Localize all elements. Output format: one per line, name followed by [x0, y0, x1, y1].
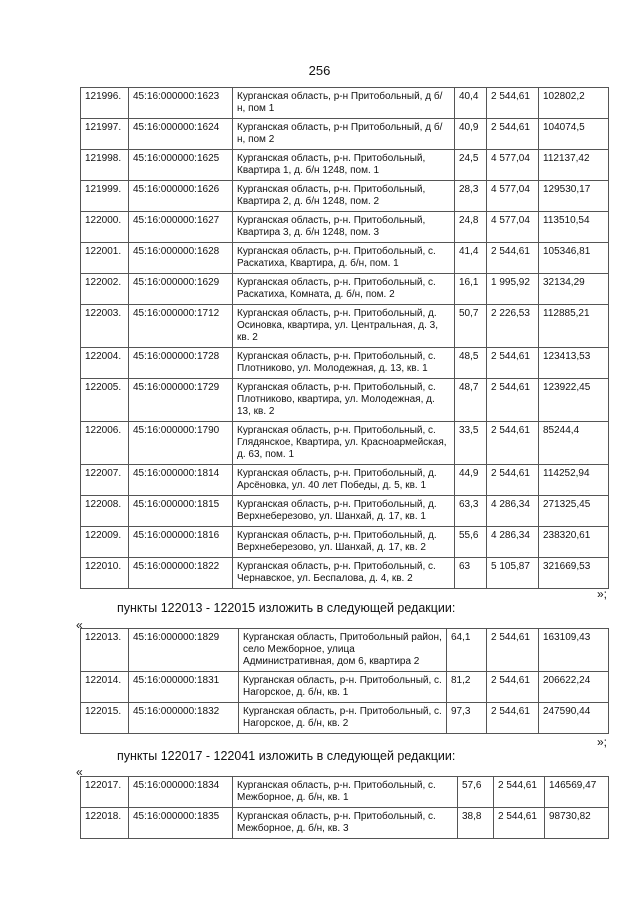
cadastral-value-cell: 123413,53 — [539, 348, 609, 379]
area-cell: 55,6 — [455, 527, 487, 558]
table-row — [81, 150, 609, 181]
cadastral-value-cell: 105346,81 — [539, 243, 609, 274]
address-cell: Курганская область, р-н. Притобольный, д. Верхнеберезово, ул. Шанхай, д. 17, кв. 1 — [233, 496, 455, 527]
row-number-cell: 121997. — [81, 119, 129, 150]
rate-cell: 5 105,87 — [487, 558, 539, 589]
table-row — [81, 119, 609, 150]
row-number-cell: 122017. — [81, 777, 129, 808]
table-row — [81, 777, 609, 808]
cadastral-value-cell: 32134,29 — [539, 274, 609, 305]
opening-quote: « — [76, 618, 83, 632]
cadastral-value-cell: 113510,54 — [539, 212, 609, 243]
area-cell: 63 — [455, 558, 487, 589]
area-cell: 38,8 — [458, 808, 494, 839]
rate-cell: 4 577,04 — [487, 212, 539, 243]
row-number-cell: 122008. — [81, 496, 129, 527]
row-number-cell: 122002. — [81, 274, 129, 305]
cadastral-number-cell: 45:16:000000:1625 — [129, 150, 233, 181]
row-number-cell: 122014. — [81, 672, 129, 703]
area-cell: 48,7 — [455, 379, 487, 422]
cadastral-value-cell: 271325,45 — [539, 496, 609, 527]
area-cell: 40,4 — [455, 88, 487, 119]
cadastral-number-cell: 45:16:000000:1814 — [129, 465, 233, 496]
cadastral-value-cell: 321669,53 — [539, 558, 609, 589]
cadastral-value-cell: 112885,21 — [539, 305, 609, 348]
row-number-cell: 122007. — [81, 465, 129, 496]
cadastral-value-cell: 163109,43 — [539, 629, 609, 672]
cadastral-number-cell: 45:16:000000:1834 — [129, 777, 233, 808]
address-cell: Курганская область, Притобольный район, село Межборное, улица Административная, дом 6, квартира 2 — [239, 629, 447, 672]
row-number-cell: 122009. — [81, 527, 129, 558]
rate-cell: 4 577,04 — [487, 181, 539, 212]
row-number-cell: 121999. — [81, 181, 129, 212]
area-cell: 50,7 — [455, 305, 487, 348]
cadastral-number-cell: 45:16:000000:1835 — [129, 808, 233, 839]
closing-quote: »; — [596, 735, 607, 749]
address-cell: Курганская область, р-н. Притобольный, д. Верхнеберезово, ул. Шанхай, д. 17, кв. 2 — [233, 527, 455, 558]
table-row — [81, 348, 609, 379]
address-cell: Курганская область, р-н. Притобольный, с. Раскатиха, Комната, д. б/н, пом. 2 — [233, 274, 455, 305]
amendment-instruction: пункты 122013 - 122015 изложить в следующей редакции: — [117, 601, 456, 615]
cadastral-value-cell: 114252,94 — [539, 465, 609, 496]
area-cell: 81,2 — [447, 672, 487, 703]
cadastral-value-cell: 238320,61 — [539, 527, 609, 558]
closing-quote: »; — [596, 587, 607, 601]
cadastral-value-cell: 104074,5 — [539, 119, 609, 150]
cadastral-number-cell: 45:16:000000:1831 — [129, 672, 239, 703]
cadastral-number-cell: 45:16:000000:1629 — [129, 274, 233, 305]
table-row — [81, 243, 609, 274]
row-number-cell: 122003. — [81, 305, 129, 348]
row-number-cell: 122005. — [81, 379, 129, 422]
address-cell: Курганская область, р-н. Притобольный, с. Глядянское, Квартира, ул. Красноармейская, д. 63, пом. 1 — [233, 422, 455, 465]
rate-cell: 2 544,61 — [487, 379, 539, 422]
area-cell: 57,6 — [458, 777, 494, 808]
area-cell: 41,4 — [455, 243, 487, 274]
rate-cell: 4 577,04 — [487, 150, 539, 181]
cadastral-number-cell: 45:16:000000:1790 — [129, 422, 233, 465]
table-row — [81, 672, 609, 703]
area-cell: 24,8 — [455, 212, 487, 243]
cadastral-value-cell: 85244,4 — [539, 422, 609, 465]
area-cell: 24,5 — [455, 150, 487, 181]
cadastral-number-cell: 45:16:000000:1832 — [129, 703, 239, 734]
area-cell: 64,1 — [447, 629, 487, 672]
row-number-cell: 121996. — [81, 88, 129, 119]
address-cell: Курганская область, р-н Притобольный, д б/н, пом 1 — [233, 88, 455, 119]
address-cell: Курганская область, р-н. Притобольный, Квартира 2, д. б/н 1248, пом. 2 — [233, 181, 455, 212]
row-number-cell: 122006. — [81, 422, 129, 465]
address-cell: Курганская область, р-н Притобольный, д б/н, пом 2 — [233, 119, 455, 150]
table-row — [81, 465, 609, 496]
area-cell: 97,3 — [447, 703, 487, 734]
cadastral-number-cell: 45:16:000000:1729 — [129, 379, 233, 422]
area-cell: 33,5 — [455, 422, 487, 465]
address-cell: Курганская область, р-н. Притобольный, д. Осиновка, квартира, ул. Центральная, д. 3, кв. 2 — [233, 305, 455, 348]
cadastral-value-cell: 98730,82 — [545, 808, 609, 839]
rate-cell: 4 286,34 — [487, 527, 539, 558]
address-cell: Курганская область, р-н. Притобольный, с. Нагорское, д. б/н, кв. 2 — [239, 703, 447, 734]
table-row — [81, 703, 609, 734]
rate-cell: 2 544,61 — [487, 629, 539, 672]
cadastral-value-cell: 129530,17 — [539, 181, 609, 212]
row-number-cell: 122013. — [81, 629, 129, 672]
cadastral-value-cell: 206622,24 — [539, 672, 609, 703]
address-cell: Курганская область, р-н. Притобольный, с. Чернавское, ул. Беспалова, д. 4, кв. 2 — [233, 558, 455, 589]
address-cell: Курганская область, р-н. Притобольный, с. Плотниково, ул. Молодежная, д. 13, кв. 1 — [233, 348, 455, 379]
table-row — [81, 274, 609, 305]
cadastral-number-cell: 45:16:000000:1627 — [129, 212, 233, 243]
cadastral-value-cell: 146569,47 — [545, 777, 609, 808]
amendment-instruction: пункты 122017 - 122041 изложить в следующей редакции: — [117, 749, 456, 763]
address-cell: Курганская область, р-н. Притобольный, Квартира 3, д. б/н 1248, пом. 3 — [233, 212, 455, 243]
address-cell: Курганская область, р-н. Притобольный, Квартира 1, д. б/н 1248, пом. 1 — [233, 150, 455, 181]
address-cell: Курганская область, р-н. Притобольный, с. Межборное, д. б/н, кв. 3 — [233, 808, 458, 839]
table-row — [81, 212, 609, 243]
area-cell: 63,3 — [455, 496, 487, 527]
address-cell: Курганская область, р-н. Притобольный, с. Нагорское, д. б/н, кв. 1 — [239, 672, 447, 703]
address-cell: Курганская область, р-н. Притобольный, с. Раскатиха, Квартира, д. б/н, пом. 1 — [233, 243, 455, 274]
cadastral-number-cell: 45:16:000000:1815 — [129, 496, 233, 527]
cadastral-number-cell: 45:16:000000:1628 — [129, 243, 233, 274]
rate-cell: 1 995,92 — [487, 274, 539, 305]
table-row — [81, 88, 609, 119]
area-cell: 16,1 — [455, 274, 487, 305]
cadastral-number-cell: 45:16:000000:1626 — [129, 181, 233, 212]
address-cell: Курганская область, р-н. Притобольный, с. Плотниково, квартира, ул. Молодежная, д. 13, кв. 2 — [233, 379, 455, 422]
rate-cell: 2 544,61 — [487, 672, 539, 703]
area-cell: 44,9 — [455, 465, 487, 496]
cadastral-number-cell: 45:16:000000:1822 — [129, 558, 233, 589]
address-cell: Курганская область, р-н. Притобольный, д. Арсёновка, ул. 40 лет Победы, д. 5, кв. 1 — [233, 465, 455, 496]
row-number-cell: 121998. — [81, 150, 129, 181]
rate-cell: 2 544,61 — [487, 703, 539, 734]
cadastral-number-cell: 45:16:000000:1624 — [129, 119, 233, 150]
property-table-2 — [80, 628, 609, 734]
rate-cell: 2 544,61 — [487, 422, 539, 465]
opening-quote: « — [76, 765, 83, 779]
rate-cell: 2 544,61 — [487, 243, 539, 274]
cadastral-value-cell: 102802,2 — [539, 88, 609, 119]
cadastral-number-cell: 45:16:000000:1623 — [129, 88, 233, 119]
rate-cell: 2 544,61 — [487, 465, 539, 496]
table-row — [81, 379, 609, 422]
rate-cell: 2 544,61 — [494, 777, 545, 808]
rate-cell: 2 544,61 — [487, 119, 539, 150]
row-number-cell: 122018. — [81, 808, 129, 839]
row-number-cell: 122001. — [81, 243, 129, 274]
cadastral-number-cell: 45:16:000000:1728 — [129, 348, 233, 379]
table-row — [81, 422, 609, 465]
table-row — [81, 558, 609, 589]
rate-cell: 2 544,61 — [487, 348, 539, 379]
table-row — [81, 181, 609, 212]
rate-cell: 4 286,34 — [487, 496, 539, 527]
table-row — [81, 305, 609, 348]
table-row — [81, 527, 609, 558]
table-row — [81, 808, 609, 839]
address-cell: Курганская область, р-н. Притобольный, с. Межборное, д. б/н, кв. 1 — [233, 777, 458, 808]
table-row — [81, 629, 609, 672]
rate-cell: 2 544,61 — [494, 808, 545, 839]
page-number: 256 — [308, 63, 331, 78]
row-number-cell: 122010. — [81, 558, 129, 589]
property-table-3 — [80, 776, 609, 839]
row-number-cell: 122000. — [81, 212, 129, 243]
cadastral-value-cell: 123922,45 — [539, 379, 609, 422]
area-cell: 40,9 — [455, 119, 487, 150]
cadastral-value-cell: 112137,42 — [539, 150, 609, 181]
cadastral-value-cell: 247590,44 — [539, 703, 609, 734]
table-row — [81, 496, 609, 527]
area-cell: 28,3 — [455, 181, 487, 212]
property-table-1 — [80, 87, 609, 589]
rate-cell: 2 544,61 — [487, 88, 539, 119]
rate-cell: 2 226,53 — [487, 305, 539, 348]
cadastral-number-cell: 45:16:000000:1712 — [129, 305, 233, 348]
row-number-cell: 122004. — [81, 348, 129, 379]
row-number-cell: 122015. — [81, 703, 129, 734]
cadastral-number-cell: 45:16:000000:1829 — [129, 629, 239, 672]
cadastral-number-cell: 45:16:000000:1816 — [129, 527, 233, 558]
area-cell: 48,5 — [455, 348, 487, 379]
